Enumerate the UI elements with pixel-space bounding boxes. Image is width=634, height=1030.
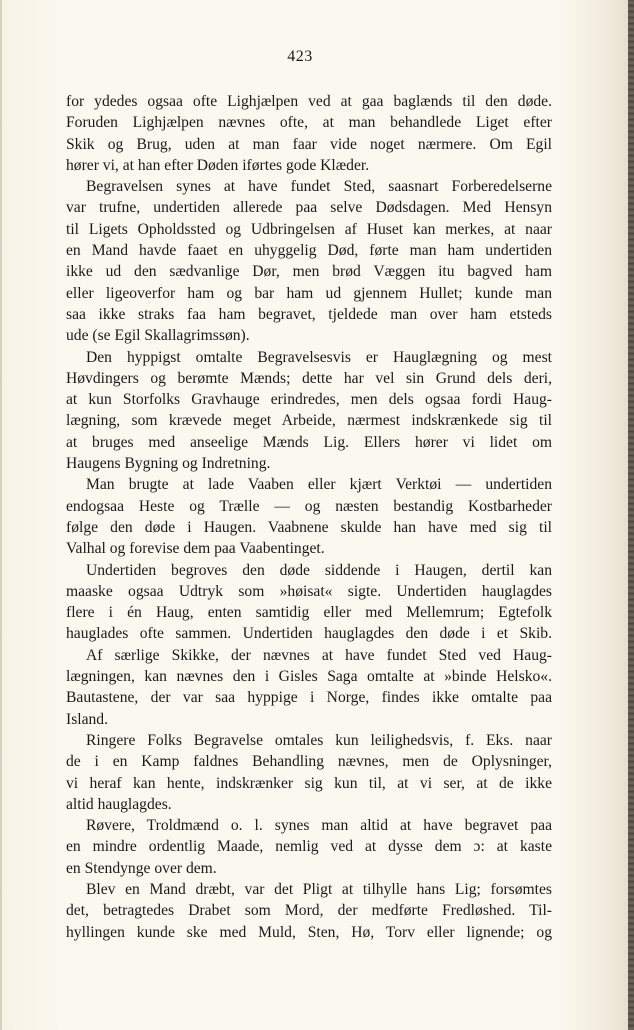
- text-line: en Mand havde faaet en uhyggelig Død, førte man ham undertiden: [66, 242, 552, 260]
- text-line: at bruges med anseelige Mænds Lig. Ellers hører vi lidet om: [66, 433, 552, 451]
- text-line: lægning, som krævede meget Arbeide, nærmest indskrænkede sig til: [66, 412, 552, 430]
- text-line: Blev en Mand dræbt, var det Pligt at tilhylle hans Lig; forsømtes: [86, 880, 552, 898]
- text-line: hyllingen kunde ske med Muld, Sten, Hø, Torv eller lignende; og: [66, 923, 552, 941]
- text-line: Af særlige Skikke, der nævnes at have fundet Sted ved Haug-: [86, 646, 552, 664]
- text-line: Høvdingers og berømte Mænds; dette har vel sin Grund dels deri,: [66, 369, 552, 387]
- text-line: for ydedes ogsaa ofte Lighjælpen ved at gaa baglænds til den døde.: [66, 93, 552, 110]
- text-line: Foruden Lighjælpen nævnes ofte, at man behandlede Liget efter: [66, 114, 552, 132]
- text-line: Begravelsen synes at have fundet Sted, saasnart Forberedelserne: [86, 178, 552, 196]
- text-line: Undertiden begroves den døde siddende i Haugen, dertil kan: [86, 561, 552, 579]
- text-line: Den hyppigst omtalte Begravelsesvis er Hauglægning og mest: [86, 348, 552, 366]
- text-line: Man brugte at lade Vaaben eller kjært Verktøi — undertiden: [86, 476, 552, 494]
- page-left-edge: [0, 0, 2, 1030]
- text-line: en mindre ordentlig Maade, nemlig ved at dysse dem ɔ: at kaste: [66, 838, 552, 856]
- text-line: lægningen, kan nævnes den i Gisles Saga omtalte at »binde Helsko«.: [66, 668, 552, 686]
- text-line: eller ligeoverfor ham og bar ham ud gjennem Hullet; kunde man: [66, 284, 552, 302]
- text-line: til Ligets Opholdssted og Udbringelsen af Huset kan merkes, at naar: [66, 220, 552, 238]
- text-line: vi heraf kan hente, indskrænker sig kun til, at vi ser, at de ikke: [66, 774, 552, 792]
- text-line: Skik og Brug, uden at man faar vide noget nærmere. Om Egil: [66, 135, 552, 153]
- text-line: Ringere Folks Begravelse omtales kun leilighedsvis, f. Eks. naar: [86, 731, 552, 749]
- text-line: Bautastene, der var saa hyppige i Norge, findes ikke omtalte paa: [66, 689, 552, 707]
- body-text: [66, 91, 552, 943]
- text-line: Island.: [66, 710, 109, 728]
- text-line: Haugens Bygning og Indretning.: [66, 455, 271, 473]
- text-line: at kun Storfolks Gravhauge erindredes, men dels ogsaa fordi Haug-: [66, 391, 552, 409]
- text-line: Røvere, Troldmænd o. l. synes man altid at have begravet paa: [86, 817, 552, 835]
- text-line: de i en Kamp faldnes Behandling nævnes, men de Oplysninger,: [66, 753, 552, 771]
- text-line: endogsaa Heste og Trælle — og næsten bestandig Kostbarheder: [66, 497, 552, 515]
- text-line: hauglades ofte sammen. Undertiden hauglagdes den døde i et Skib.: [66, 625, 552, 643]
- text-line: Valhal og forevise dem paa Vaabentinget.: [66, 540, 325, 558]
- text-line: maaske ogsaa Udtryk som »høisat« sigte. Undertiden hauglagdes: [66, 582, 552, 600]
- text-line: flere i én Haug, enten samtidig eller med Mellemrum; Egtefolk: [66, 604, 552, 622]
- text-line: var trufne, undertiden allerede paa selve Dødsdagen. Med Hensyn: [66, 199, 552, 217]
- page-number: 423: [287, 48, 313, 65]
- text-line: altid hauglagdes.: [66, 795, 172, 813]
- text-line: følge den døde i Haugen. Vaabnene skulde han have med sig til: [66, 518, 552, 536]
- text-line: ude (se Egil Skallagrimssøn).: [66, 327, 250, 345]
- text-line: ikke ud den sædvanlige Dør, men brød Væggen itu bagved ham: [66, 263, 552, 281]
- text-line: en Stendynge over dem.: [66, 859, 217, 877]
- text-line: saa ikke straks faa ham begravet, tjeldede man over ham etsteds: [66, 305, 552, 323]
- page-right-edge: [628, 0, 634, 1030]
- text-line: det, betragtedes Drabet som Mord, der medførte Fredløshed. Til-: [66, 902, 552, 920]
- text-line: hører vi, at han efter Døden iførtes gode Klæder.: [66, 156, 370, 174]
